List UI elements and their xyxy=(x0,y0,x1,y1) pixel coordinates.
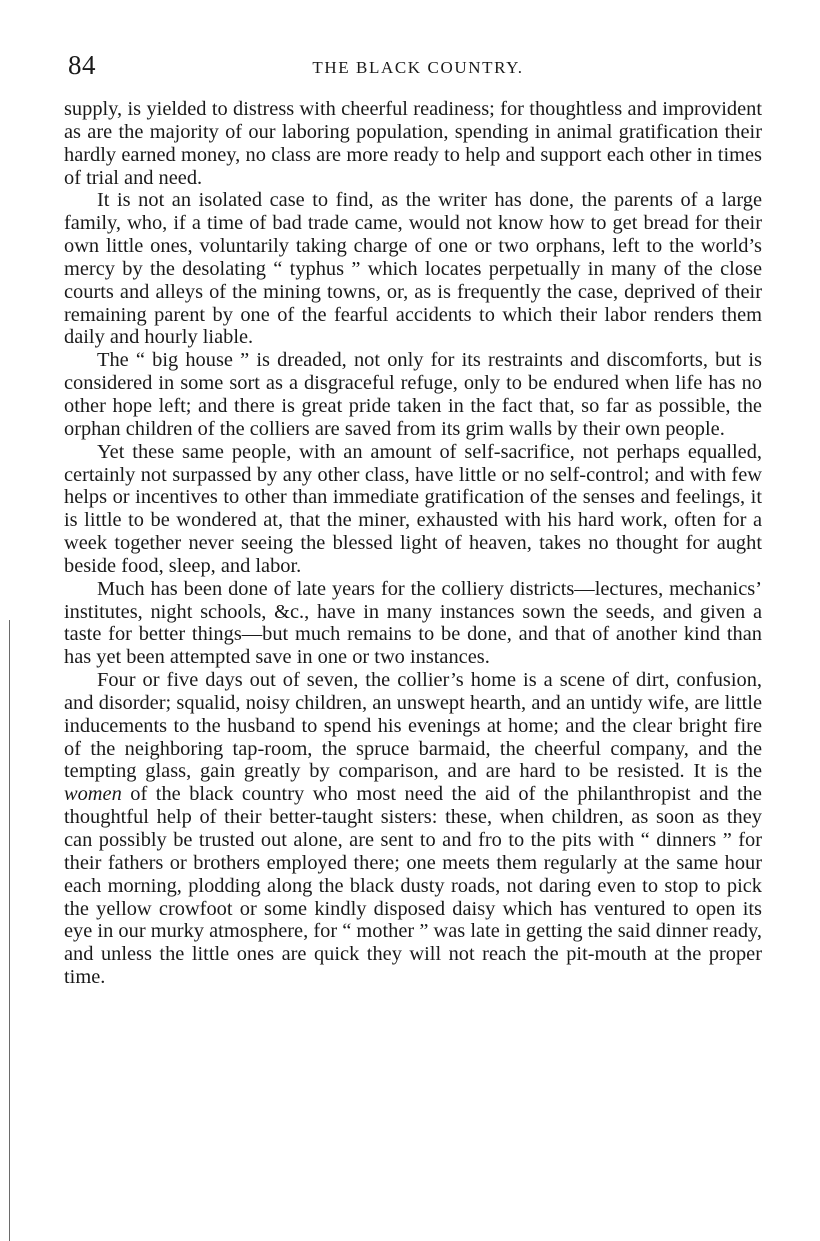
paragraph: Much has been done of late years for the colliery districts—lectures, mechanics’ institutes, night schools, &c., have in many instances sown the seeds, and given a taste for better things—but much remains to be done, and that of another kind than has yet been attempted save in one or two instances. xyxy=(64,577,762,669)
paragraph-text: of the black country who most need the aid of the philanthropist and the thoughtful help of their better-taught sisters: these, when children, as soon as they can possibly be trusted out alone, are sent to and fro to the pits with “ dinners ” for their fathers or brothers employed there; one meets them regularly at the same hour each morning, plodding along the black dusty roads, not daring even to stop to pick the yellow crowfoot or some kindly disposed daisy which has ventured to open its eye in our murky atmosphere, for “ mother ” was late in getting the said dinner ready, and unless the little ones are quick they will not reach the pit-mouth at the proper time. xyxy=(64,783,762,989)
paragraph xyxy=(64,669,762,989)
paragraph: It is not an isolated case to find, as the writer has done, the parents of a large family, who, if a time of bad trade came, would not know how to get bread for their own little ones, voluntarily taking charge of one or two orphans, left to the world’s mercy by the desolating “ typhus ” which locates perpetually in many of the close courts and alleys of the mining towns, or, as is frequently the case, deprived of their remaining parent by one of the fearful accidents to which their labor renders them daily and hourly liable. xyxy=(64,189,762,349)
page-header xyxy=(68,50,768,84)
emphasized-word: women xyxy=(64,783,122,806)
paragraph-text: Four or five days out of seven, the collier’s home is a scene of dirt, confusion, and disorder; squalid, noisy children, an unswept hearth, and an untidy wife, are little inducements to the husband to spend his evenings at home; and the clear bright fire of the neighboring tap-room, the spruce barmaid, the cheerful company, and the tempting glass, gain greatly by comparison, and are hard to be resisted. It is the xyxy=(64,669,762,783)
running-title: THE BLACK COUNTRY. xyxy=(312,58,524,77)
paragraph: The “ big house ” is dreaded, not only for its restraints and discomforts, but is considered in some sort as a disgraceful refuge, only to be endured when life has no other hope left; and there is great pride taken in the fact that, so far as possible, the orphan children of the colliers are saved from its grim walls by their own people. xyxy=(64,349,762,440)
paragraph: Yet these same people, with an amount of self-sacrifice, not perhaps equalled, certainly not surpassed by any other class, have little or no self-control; and with few helps or incentives to other than immediate gratification of the senses and feelings, it is little to be wondered at, that the miner, exhausted with his hard work, often for a week together never seeing the blessed light of heaven, takes no thought for aught beside food, sleep, and labor. xyxy=(64,440,762,577)
paragraph: supply, is yielded to distress with cheerful readiness; for thoughtless and improvident as are the majority of our laboring population, spending in animal gratification their hardly earned money, no class are more ready to help and support each other in times of trial and need. xyxy=(64,98,762,189)
page-number: 84 xyxy=(68,50,96,80)
page-edge-rule xyxy=(9,620,10,1241)
body-text xyxy=(64,98,762,989)
